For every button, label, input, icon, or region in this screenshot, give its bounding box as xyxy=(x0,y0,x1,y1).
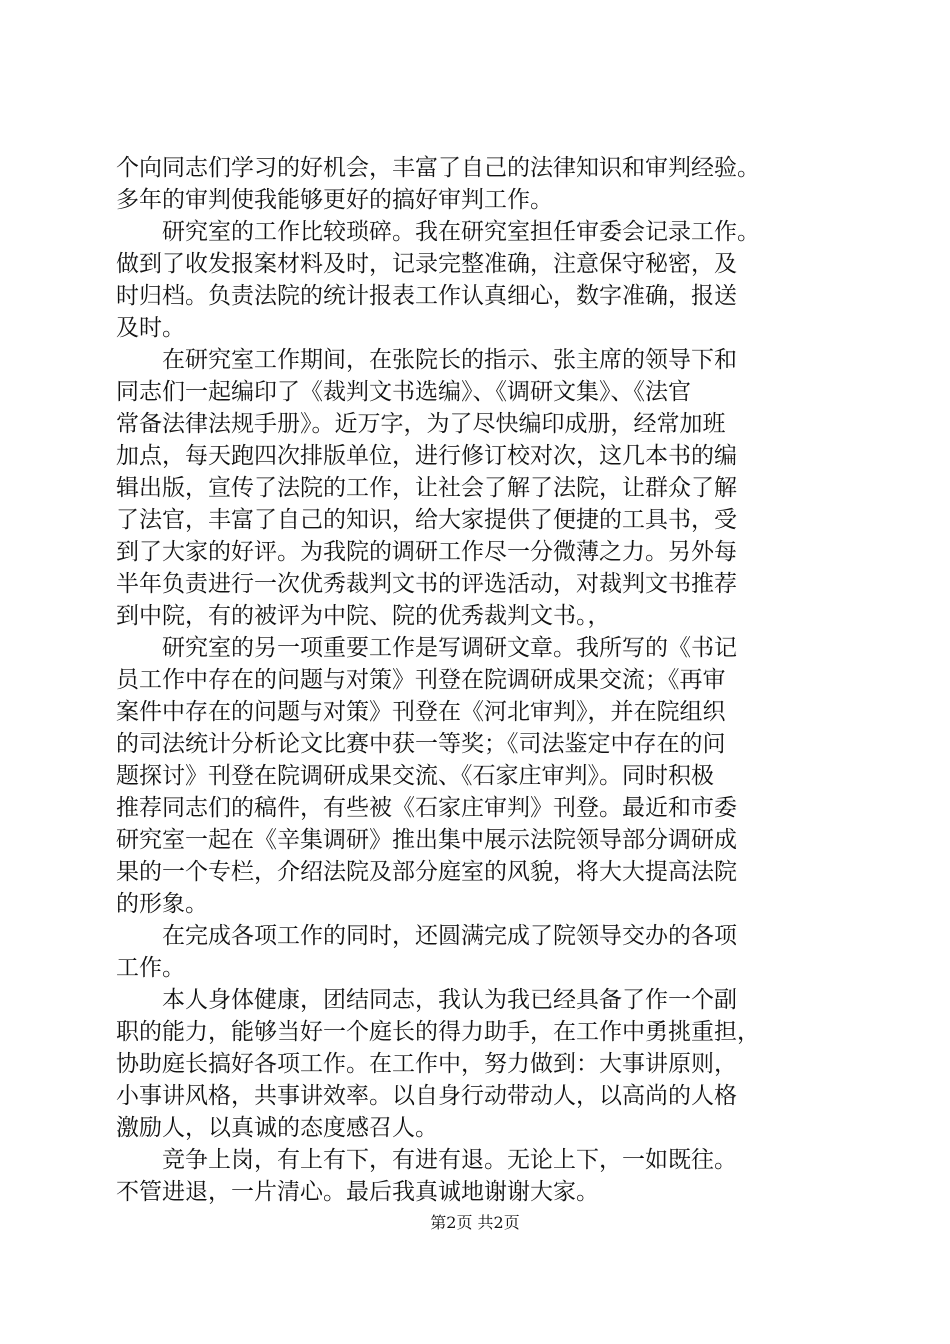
document-body xyxy=(116,152,836,1208)
text-line: 案件中存在的问题与对策》刊登在《河北审判》，并在院组织 xyxy=(116,699,726,725)
text-line: 员工作中存在的问题与对策》刊登在院调研成果交流；《再审 xyxy=(116,667,726,693)
text-line: 同志们一起编印了《裁判文书选编》、《调研文集》、《法官 xyxy=(116,379,691,405)
text-line: 到中院，有的被评为中院、院的优秀裁判文书。， xyxy=(116,603,611,629)
text-line: 及时。 xyxy=(116,315,185,341)
text-line: 题探讨》刊登在院调研成果交流、《石家庄审判》。同时积极 xyxy=(116,763,714,789)
text-line: 本人身体健康，团结同志，我认为我已经具备了作一个副 xyxy=(116,987,737,1013)
text-line: 常备法律法规手册》。近万字，为了尽快编印成册，经常加班 xyxy=(116,411,726,437)
text-line: 研究室的另一项重要工作是写调研文章。我所写的《书记 xyxy=(116,635,737,661)
text-line: 到了大家的好评。为我院的调研工作尽一分微薄之力。另外每 xyxy=(116,539,737,565)
text-line: 的司法统计分析论文比赛中获一等奖；《司法鉴定中存在的问 xyxy=(116,731,726,757)
page-number-footer: 第2页 共2页 xyxy=(430,1213,520,1232)
text-line: 工作。 xyxy=(116,955,185,981)
text-line: 了法官，丰富了自己的知识，给大家提供了便捷的工具书，受 xyxy=(116,507,737,533)
text-line: 研究室一起在《辛集调研》推出集中展示法院领导部分调研成 xyxy=(116,827,737,853)
text-line: 小事讲风格，共事讲效率。以自身行动带动人，以高尚的人格 xyxy=(116,1083,737,1109)
text-line: 个向同志们学习的好机会，丰富了自己的法律知识和审判经验。 xyxy=(116,155,760,181)
text-line: 时归档。负责法院的统计报表工作认真细心，数字准确，报送 xyxy=(116,283,737,309)
text-line: 在完成各项工作的同时，还圆满完成了院领导交办的各项 xyxy=(116,923,737,949)
text-line: 竞争上岗，有上有下，有进有退。无论上下，一如既往。 xyxy=(116,1147,737,1173)
text-line: 加点，每天跑四次排版单位，进行修订校对次，这几本书的编 xyxy=(116,443,737,469)
text-line: 在研究室工作期间，在张院长的指示、张主席的领导下和 xyxy=(116,347,737,373)
text-line: 半年负责进行一次优秀裁判文书的评选活动，对裁判文书推荐 xyxy=(116,571,737,597)
text-line: 激励人，以真诚的态度感召人。 xyxy=(116,1115,438,1141)
text-line: 多年的审判使我能够更好的搞好审判工作。 xyxy=(116,187,553,213)
text-line: 不管进退，一片清心。最后我真诚地谢谢大家。 xyxy=(116,1179,599,1205)
text-line: 果的一个专栏，介绍法院及部分庭室的风貌，将大大提高法院 xyxy=(116,859,737,885)
text-line: 协助庭长搞好各项工作。在工作中，努力做到：大事讲原则， xyxy=(116,1051,737,1077)
text-line: 辑出版，宣传了法院的工作，让社会了解了法院，让群众了解 xyxy=(116,475,737,501)
text-line: 职的能力，能够当好一个庭长的得力助手，在工作中勇挑重担， xyxy=(116,1019,760,1045)
text-line: 推荐同志们的稿件，有些被《石家庄审判》刊登。最近和市委 xyxy=(116,795,737,821)
text-line: 做到了收发报案材料及时，记录完整准确，注意保守秘密，及 xyxy=(116,251,737,277)
text-line: 研究室的工作比较琐碎。我在研究室担任审委会记录工作。 xyxy=(116,219,760,245)
text-line: 的形象。 xyxy=(116,891,208,917)
